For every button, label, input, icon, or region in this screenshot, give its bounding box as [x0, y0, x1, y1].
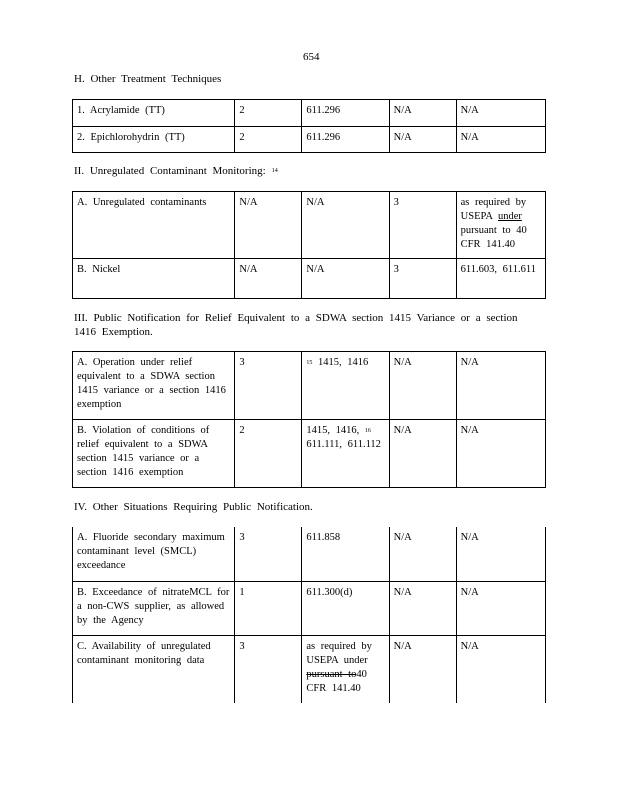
cell-col4: N/A [389, 581, 456, 635]
text-part: 1415, 1416, [306, 425, 365, 436]
table-row [73, 527, 546, 581]
text-part: 1415, 1416 [312, 357, 369, 368]
table-row [73, 100, 546, 127]
cell-col4: N/A [389, 100, 456, 127]
cell-col5: 611.603, 611.611 [456, 259, 545, 299]
cell-col5: N/A [456, 527, 545, 581]
text-part: 611.111, 611.112 [306, 439, 381, 450]
cell-contaminant: B. Nickel [73, 259, 235, 299]
footnote-ref: 15 [306, 360, 313, 366]
cell-contaminant: B. Violation of conditions of relief equivalent to a SDWA section 1415 variance or a section 1416 exemption [73, 420, 235, 488]
cell-citation [302, 352, 389, 420]
section-iii-heading [74, 311, 524, 339]
table-row [73, 127, 546, 153]
cell-contaminant: A. Operation under relief equivalent to a SDWA section 1415 variance or a section 1416 exemption [73, 352, 235, 420]
cell-col5: N/A [456, 100, 545, 127]
footnote-ref: 14 [271, 168, 278, 174]
table-row [73, 420, 546, 488]
section-iv-heading [74, 500, 524, 514]
text-part: as required by USEPA [460, 197, 527, 222]
table-iii [72, 351, 546, 488]
table-row [73, 192, 546, 259]
section-h-heading [74, 72, 524, 86]
cell-citation: N/A [302, 259, 389, 299]
cell-col4: N/A [389, 527, 456, 581]
section-iv-title: IV. Other Situations Requiring Public Notification. [74, 501, 313, 513]
text-part: 40 CFR 141.40 [306, 668, 367, 694]
cell-col4: N/A [389, 352, 456, 420]
inserted-text: under [497, 211, 522, 222]
cell-col4: N/A [389, 635, 456, 703]
cell-tier: 3 [235, 635, 302, 703]
table-row [73, 259, 546, 299]
cell-tier: 3 [235, 527, 302, 581]
section-h-title: H. Other Treatment Techniques [74, 73, 222, 85]
footnote-ref: 16 [364, 428, 371, 434]
cell-tier: 2 [235, 420, 302, 488]
table-h [72, 99, 546, 153]
cell-citation [302, 420, 389, 488]
cell-col4: 3 [389, 192, 456, 259]
cell-col5: N/A [456, 420, 545, 488]
cell-citation: 611.300(d) [302, 581, 389, 635]
cell-col4: N/A [389, 127, 456, 153]
cell-col5: N/A [456, 127, 545, 153]
text-part: as required by USEPA under [306, 640, 372, 666]
cell-contaminant: 2. Epichlorohydrin (TT) [73, 127, 235, 153]
cell-col5: N/A [456, 581, 545, 635]
table-row [73, 581, 546, 635]
deleted-text: pursuant to [306, 668, 357, 680]
section-iii-title: III. Public Notification for Relief Equivalent to a SDWA section 1415 Variance or a section 1416 Exemption. [74, 312, 518, 338]
table-iv [72, 527, 546, 703]
cell-tier: N/A [235, 259, 302, 299]
section-ii-heading [74, 164, 524, 178]
cell-tier: 2 [235, 100, 302, 127]
table-row [73, 352, 546, 420]
cell-citation: 611.296 [302, 127, 389, 153]
cell-contaminant: B. Exceedance of nitrateMCL for a non-CWS supplier, as allowed by the Agency [73, 581, 235, 635]
text-part: pursuant to 40 CFR 141.40 [460, 225, 527, 250]
cell-col4: 3 [389, 259, 456, 299]
cell-citation: 611.858 [302, 527, 389, 581]
cell-citation: 611.296 [302, 100, 389, 127]
cell-col5 [456, 192, 545, 259]
cell-tier: 1 [235, 581, 302, 635]
cell-tier: N/A [235, 192, 302, 259]
cell-col5: N/A [456, 635, 545, 703]
cell-citation: N/A [302, 192, 389, 259]
cell-tier: 2 [235, 127, 302, 153]
cell-contaminant: A. Fluoride secondary maximum contaminant level (SMCL) exceedance [73, 527, 235, 581]
page-number: 654 [303, 51, 320, 63]
cell-contaminant: C. Availability of unregulated contaminant monitoring data [73, 635, 235, 703]
section-ii-title: II. Unregulated Contaminant Monitoring: [74, 165, 266, 177]
cell-tier: 3 [235, 352, 302, 420]
cell-contaminant: 1. Acrylamide (TT) [73, 100, 235, 127]
cell-contaminant: A. Unregulated contaminants [73, 192, 235, 259]
cell-citation [302, 635, 389, 703]
table-ii [72, 191, 546, 299]
table-row [73, 635, 546, 703]
cell-col4: N/A [389, 420, 456, 488]
cell-col5: N/A [456, 352, 545, 420]
